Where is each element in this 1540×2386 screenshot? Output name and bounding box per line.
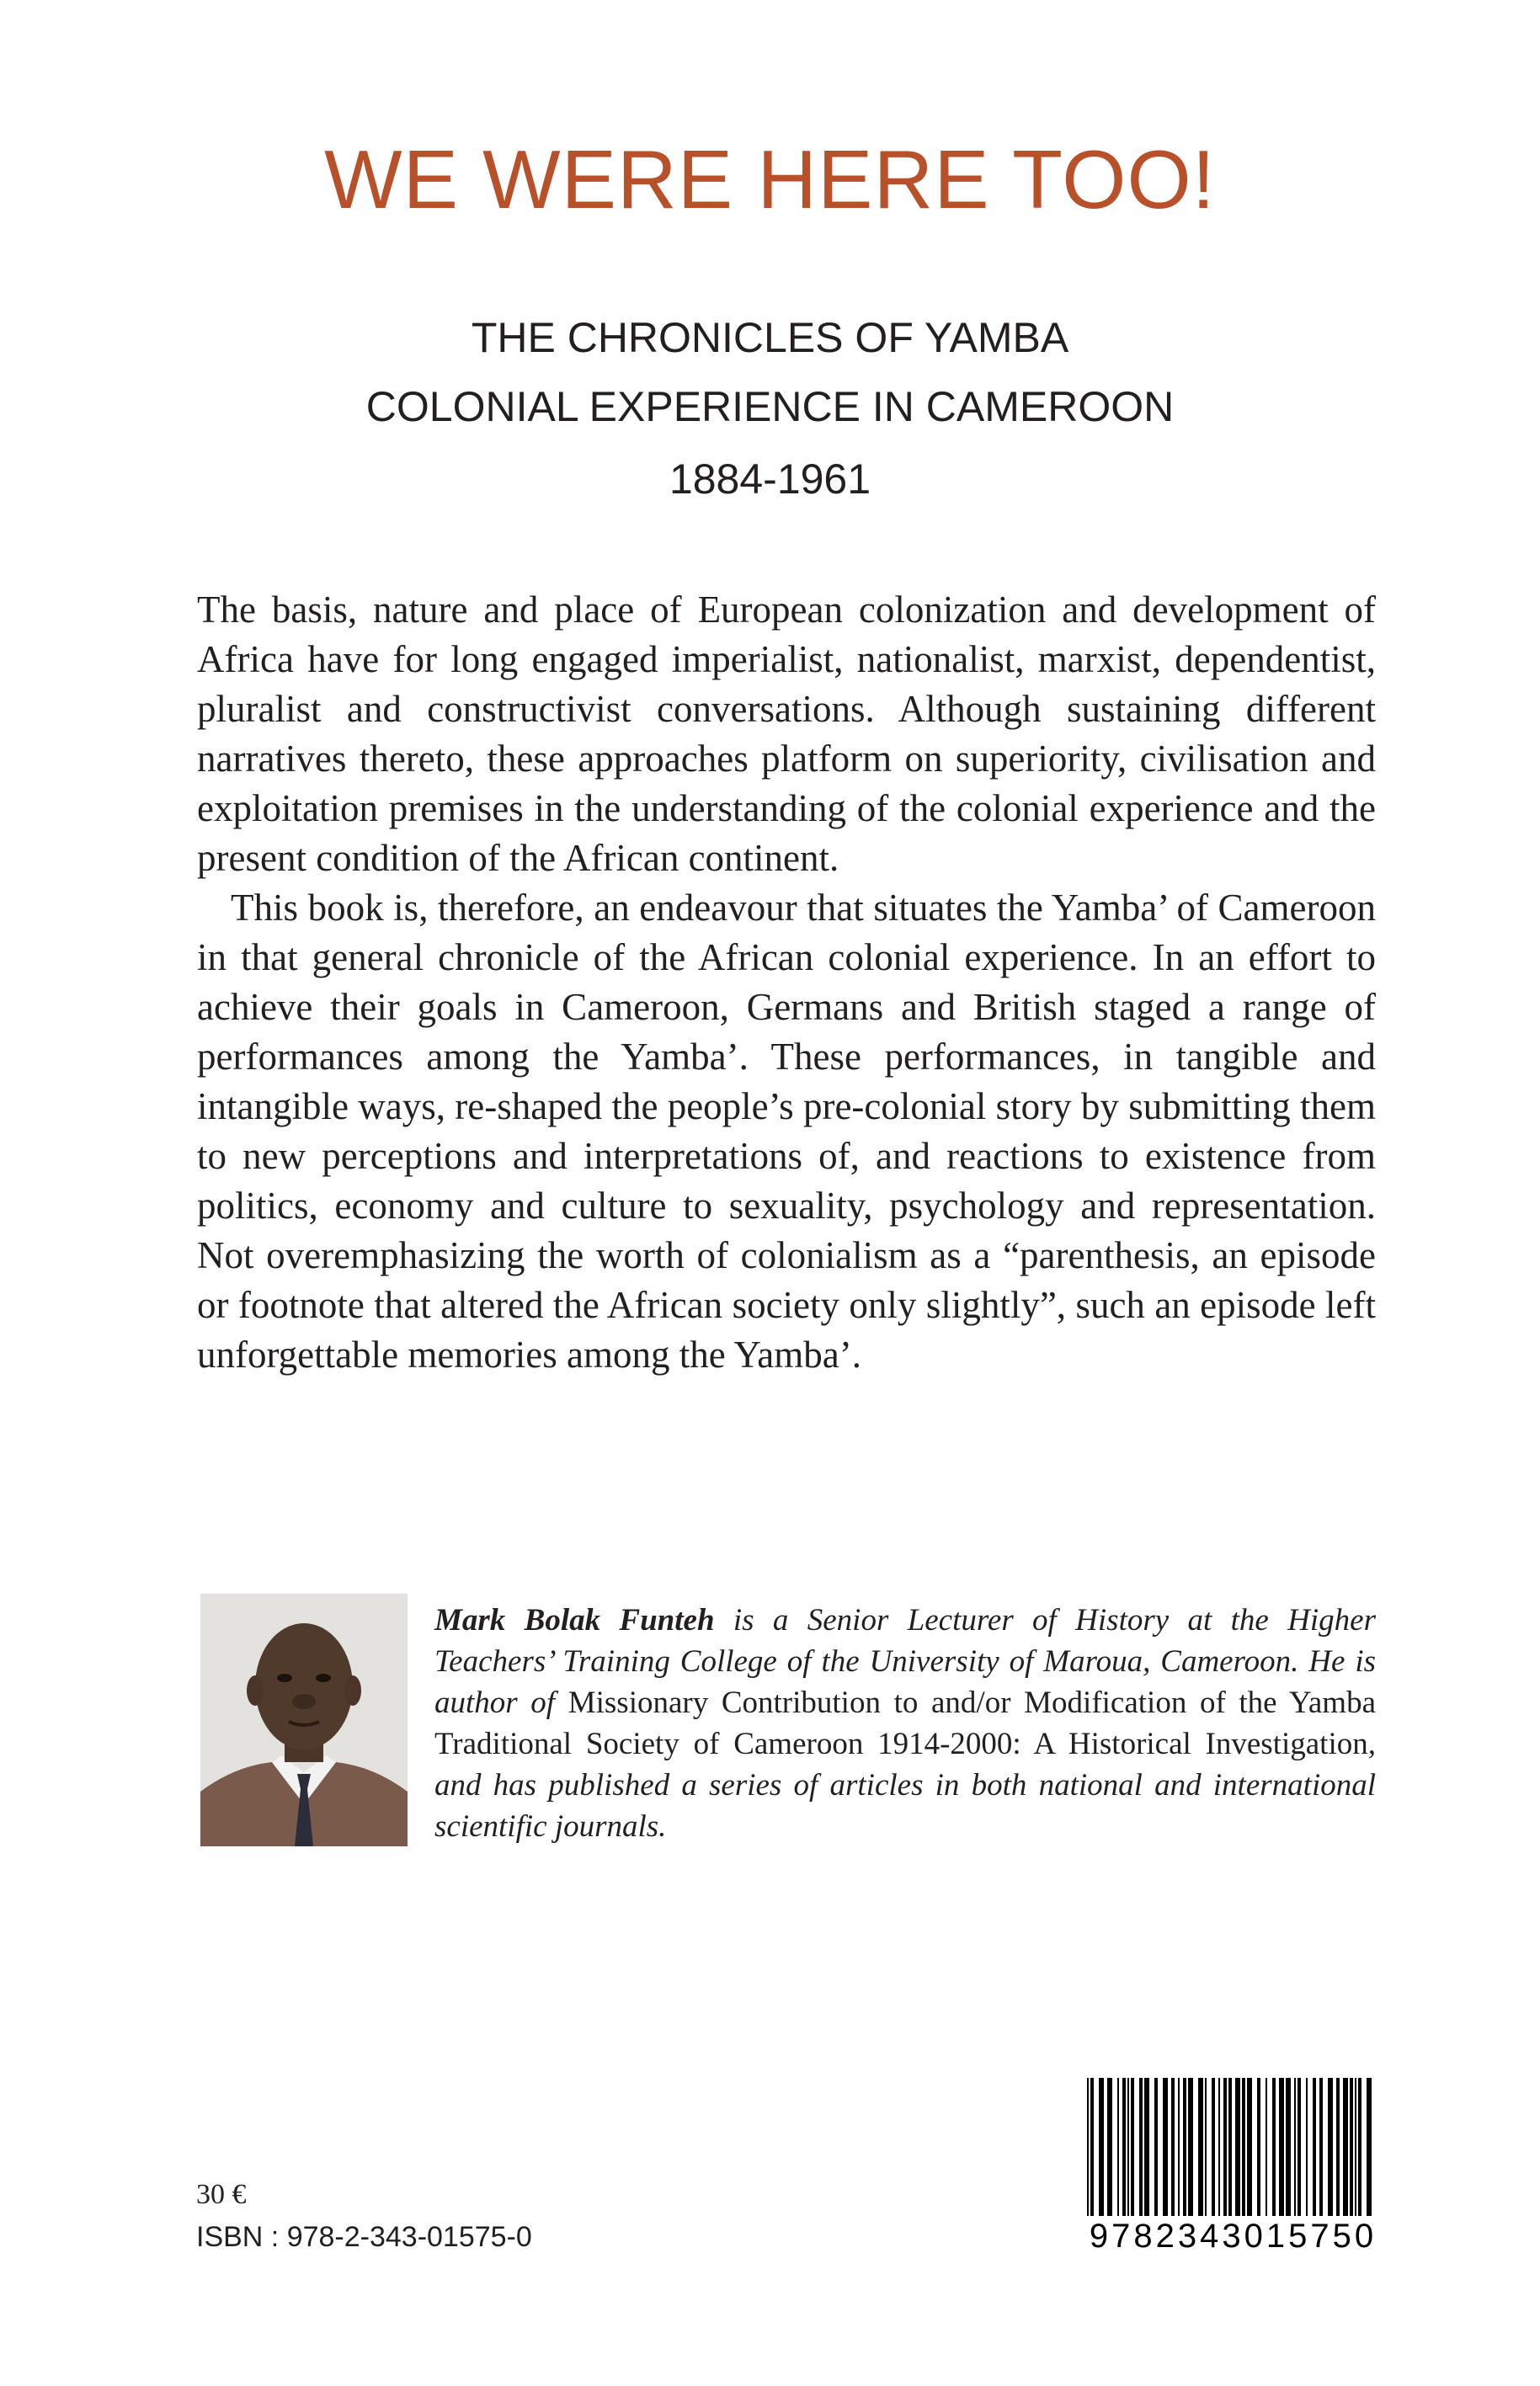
barcode-bar (1279, 2078, 1284, 2221)
barcode-bar (1350, 2078, 1353, 2221)
blurb-paragraph-2: This book is, therefore, an endeavour that situates the Yamba’ of Cameroon in that general chronicle of the African colonial experience. In an effort to achieve their goals in Cameroon, Germans and British staged a range of performances among the Yamba’. These performances, in tangible and intangible ways, re-shaped the people’s pre-colonial story by submitting them to new perceptions and interpretations of, and reactions to existence from politics, economy and culture to sexuality, psychology and representation. Not overemphasizing the worth of colonialism as a “parenthesis, an episode or footnote that altered the African society only slightly”, such an episode left unforgettable memories among the Yamba’. (197, 887, 1376, 1376)
author-bio (434, 1600, 1376, 1847)
barcode-bar (1257, 2078, 1260, 2221)
barcode-bar (1294, 2078, 1296, 2221)
barcode-bar (1205, 2078, 1207, 2221)
barcode-bar (1171, 2078, 1175, 2221)
barcode-bar (1306, 2078, 1308, 2221)
price: 30 € (196, 2179, 247, 2210)
barcode-bar (1087, 2078, 1089, 2221)
blurb (197, 585, 1376, 1380)
barcode-bar (1122, 2078, 1126, 2221)
author-bio-text-2: , and has published a series of articles in both national and international scientific journals. (434, 1727, 1376, 1844)
barcode-bar (1099, 2078, 1104, 2221)
barcode-bar (1343, 2078, 1348, 2221)
barcode-bar (1117, 2078, 1119, 2221)
barcode-bar (1223, 2078, 1227, 2221)
barcode-bar (1336, 2078, 1340, 2221)
barcode-bar (1272, 2078, 1276, 2221)
barcode-bars (1084, 2078, 1383, 2221)
subtitle-line-2: COLONIAL EXPERIENCE IN CAMEROON (365, 383, 1175, 430)
barcode-bar (1218, 2078, 1220, 2221)
barcode-bar (1298, 2078, 1301, 2221)
barcode-bar (1328, 2078, 1333, 2221)
barcode-bar (1367, 2078, 1372, 2221)
barcode-bar (1247, 2078, 1252, 2221)
author-book-title: Missionary Contribution to and/or Modification of the Yamba Traditional Society of Cameroon 1914-2000: A Historical Investigation (434, 1686, 1376, 1761)
barcode-bar (1090, 2078, 1094, 2221)
barcode-bar (1242, 2078, 1245, 2221)
barcode-bar (1139, 2078, 1143, 2221)
barcode-number: 9782343015750 (1084, 2216, 1383, 2256)
barcode-bar (1131, 2078, 1134, 2221)
barcode-bar (1163, 2078, 1168, 2221)
isbn: ISBN : 978-2-343-01575-0 (196, 2221, 532, 2253)
barcode-bar (1212, 2078, 1215, 2221)
barcode-bar (1154, 2078, 1158, 2221)
barcode-bar (1355, 2078, 1356, 2221)
barcode-bar (1188, 2078, 1193, 2221)
barcode-bar (1228, 2078, 1232, 2221)
author-photo (200, 1594, 408, 1846)
barcode-bar (1266, 2078, 1267, 2221)
barcode-bar (1235, 2078, 1240, 2221)
book-subtitle (0, 303, 1540, 441)
barcode-bar (1144, 2078, 1149, 2221)
author-name: Mark Bolak Funteh (434, 1603, 715, 1638)
barcode-bar (1127, 2078, 1129, 2221)
barcode-bar (1319, 2078, 1323, 2221)
book-years: 1884-1961 (669, 455, 871, 503)
barcode-bar (1198, 2078, 1203, 2221)
subtitle-line-1: THE CHRONICLES OF YAMBA (471, 314, 1069, 361)
author-bio-text-1: is a Senior Lecturer of History at the Higher Teachers’ Training College of the University of Maroua, Cameroon. He is author of (434, 1603, 1376, 1720)
barcode-bar (1183, 2078, 1186, 2221)
barcode-bar (1107, 2078, 1112, 2221)
blurb-paragraph-1: The basis, nature and place of European colonization and development of Africa have for long engaged imperialist, nationalist, marxist, dependentist, pluralist and constructivist conversations. Although sustaining different narratives thereto, these approaches platform on superiority, civilisation and exploitation premises in the understanding of the colonial experience and the present condition of the African continent. (197, 589, 1376, 879)
book-title: WE WERE HERE TOO! (324, 133, 1216, 226)
barcode-bar (1286, 2078, 1291, 2221)
barcode-bar (1178, 2078, 1180, 2221)
barcode-bar (1358, 2078, 1361, 2221)
barcode-bar (1313, 2078, 1316, 2221)
